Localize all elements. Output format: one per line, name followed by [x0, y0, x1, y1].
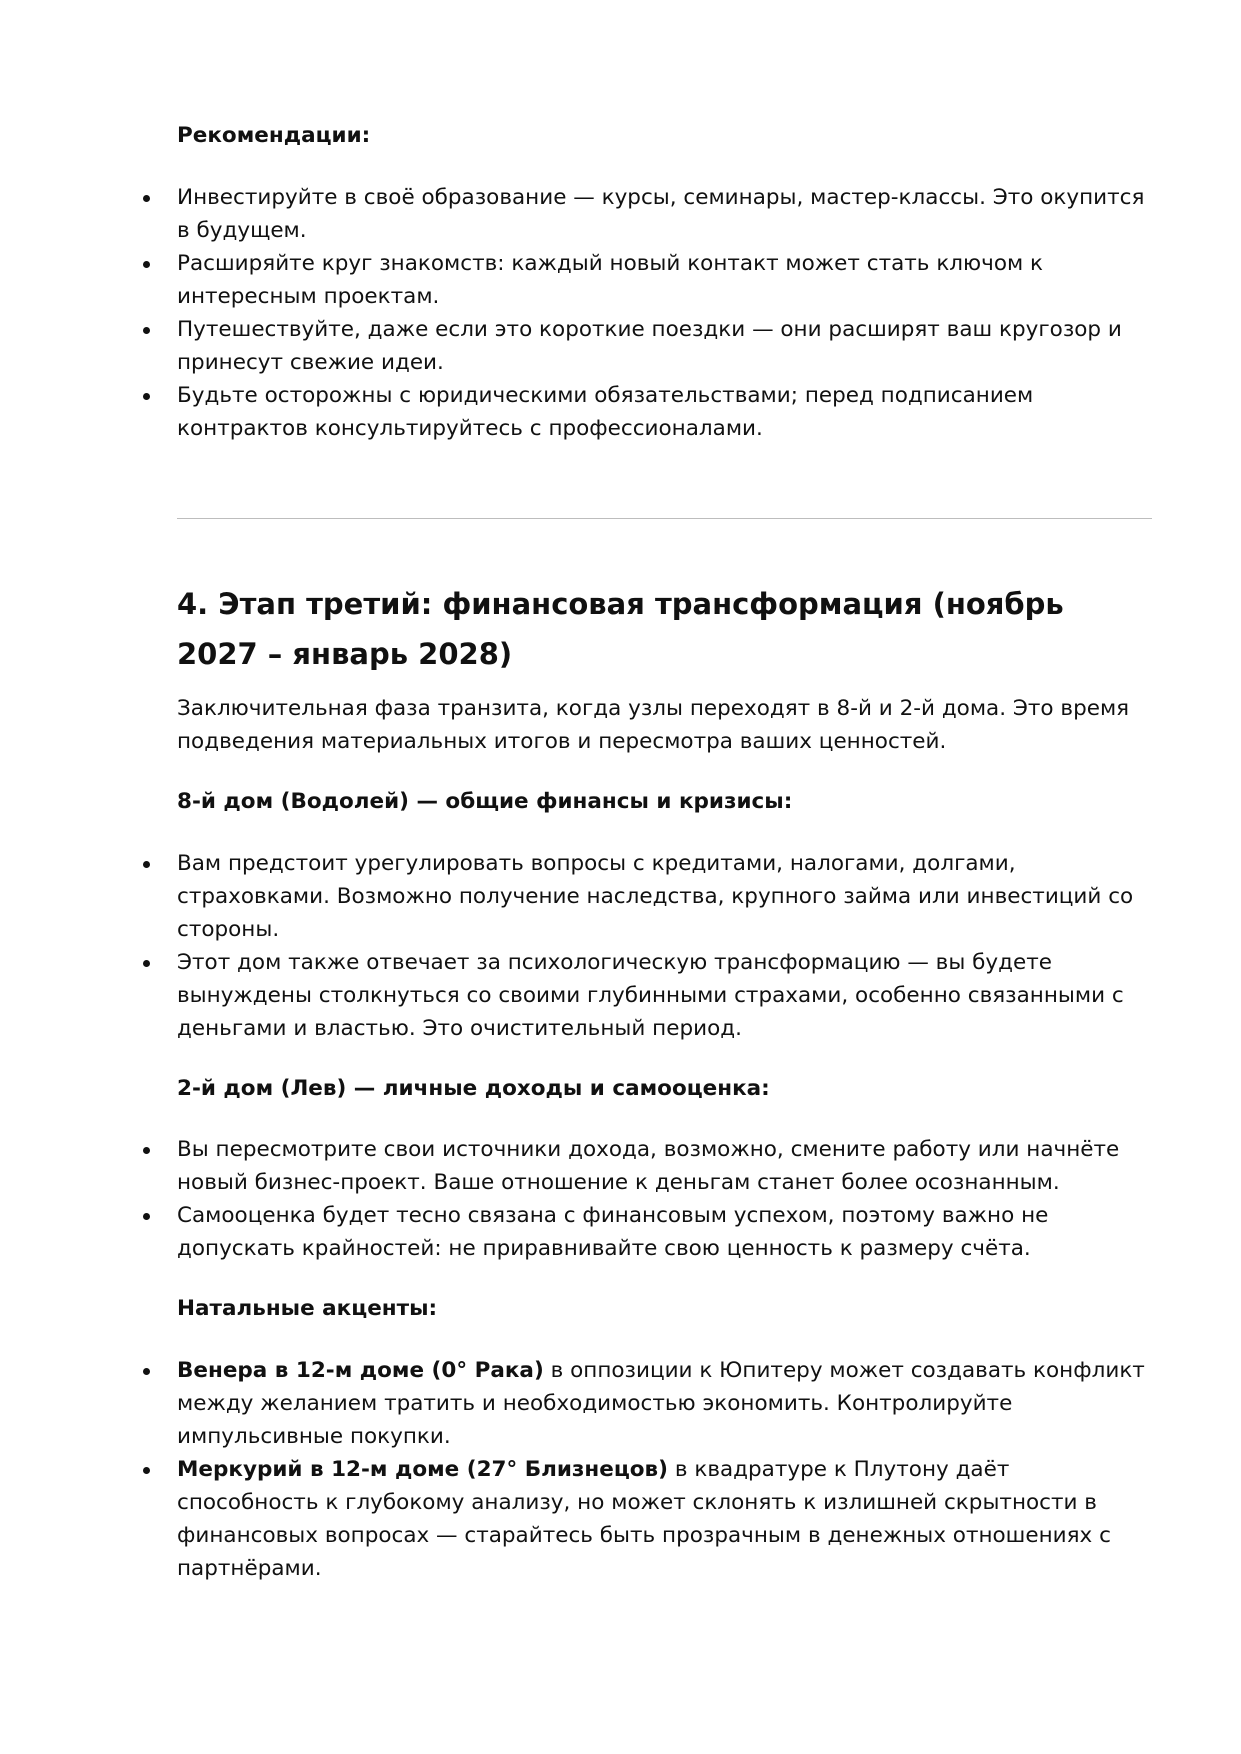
list-item-text: Вам предстоит урегулировать вопросы с кредитами, налогами, долгами, страховками. Возможно получение наследства, крупного займа или инвестиций со стороны.	[177, 851, 1134, 942]
house8-label: 8-й дом (Водолей) — общие финансы и кризисы:	[177, 789, 793, 814]
list-item-text: Расширяйте круг знакомств: каждый новый контакт может стать ключом к интересным проектам.	[177, 251, 1044, 309]
section-divider	[177, 518, 1152, 519]
recommendations-label: Рекомендации:	[177, 123, 371, 148]
list-item	[177, 313, 1152, 379]
house2-list	[177, 1133, 1152, 1265]
list-item	[177, 1133, 1152, 1199]
list-item	[177, 379, 1152, 445]
list-item	[177, 1199, 1152, 1265]
bullet-icon	[143, 861, 150, 868]
recommendations-list	[177, 181, 1152, 445]
bullet-icon	[143, 393, 150, 400]
bullet-icon	[143, 960, 150, 967]
list-item-text: Будьте осторожны с юридическими обязательствами; перед подписанием контрактов консультируйтесь с профессионалами.	[177, 383, 1034, 441]
list-item	[177, 247, 1152, 313]
bullet-icon	[143, 327, 150, 334]
bullet-icon	[143, 1147, 150, 1154]
list-item-text: Самооценка будет тесно связана с финансовым успехом, поэтому важно не допускать крайностей: не приравнивайте свою ценность к размеру счёта.	[177, 1203, 1049, 1261]
list-item-text: Этот дом также отвечает за психологическую трансформацию — вы будете вынуждены столкнуться со своими глубинными страхами, особенно связанными с деньгами и властью. Это очистительный период.	[177, 950, 1124, 1041]
list-item-text: Вы пересмотрите свои источники дохода, возможно, смените работу или начнёте новый бизнес-проект. Ваше отношение к деньгам станет более осознанным.	[177, 1137, 1120, 1195]
list-item-bold: Венера в 12-м доме (0° Рака)	[177, 1358, 544, 1383]
natal-list	[177, 1354, 1152, 1585]
house2-label: 2-й дом (Лев) — личные доходы и самооценка:	[177, 1076, 770, 1101]
list-item	[177, 181, 1152, 247]
bullet-icon	[143, 1213, 150, 1220]
bullet-icon	[143, 1467, 150, 1474]
bullet-icon	[143, 1368, 150, 1375]
section-intro: Заключительная фаза транзита, когда узлы переходят в 8-й и 2-й дома. Это время подведения материальных итогов и пересмотра ваших ценностей.	[177, 696, 1130, 754]
list-item-bold: Меркурий в 12-м доме (27° Близнецов)	[177, 1457, 668, 1482]
list-item-text: Путешествуйте, даже если это короткие поездки — они расширят ваш кругозор и принесут свежие идеи.	[177, 317, 1122, 375]
list-item-text: в квадратуре к Плутону даёт способность к глубокому анализу, но может склонять к излишней скрытности в финансовых вопросах — старайтесь быть прозрачным в денежных отношениях с партнёрами.	[177, 1457, 1111, 1581]
bullet-icon	[143, 261, 150, 268]
list-item	[177, 1354, 1152, 1453]
list-item	[177, 1453, 1152, 1585]
bullet-icon	[143, 195, 150, 202]
list-item-text: в оппозиции к Юпитеру может создавать конфликт между желанием тратить и необходимостью экономить. Контролируйте импульсивные покупки.	[177, 1358, 1145, 1449]
list-item-text: Инвестируйте в своё образование — курсы, семинары, мастер-классы. Это окупится в будущем.	[177, 185, 1145, 243]
list-item	[177, 847, 1152, 946]
natal-label: Натальные акценты:	[177, 1296, 438, 1321]
list-item	[177, 946, 1152, 1045]
house8-list	[177, 847, 1152, 1045]
section-heading: 4. Этап третий: финансовая трансформация (ноябрь 2027 – январь 2028)	[177, 587, 1064, 671]
